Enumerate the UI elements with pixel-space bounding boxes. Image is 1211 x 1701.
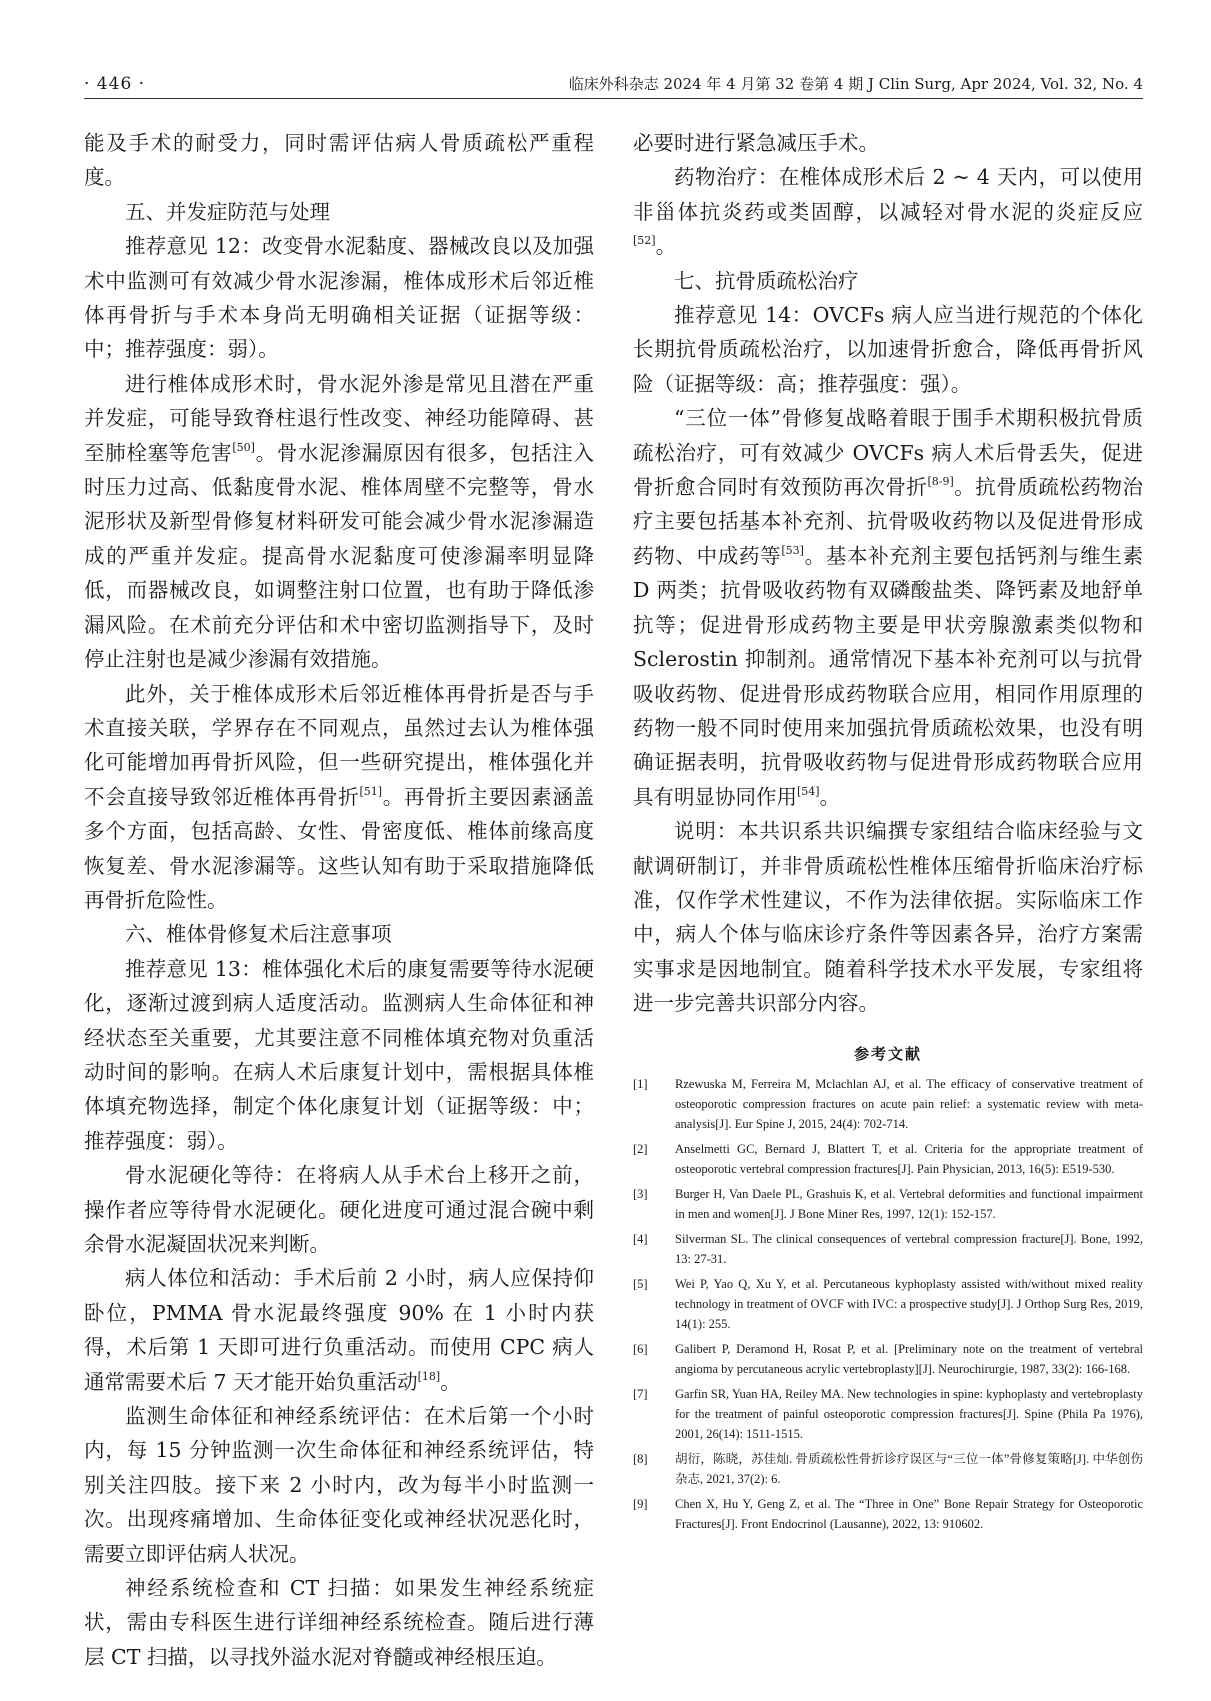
- reference-item: [633, 1139, 1143, 1179]
- paragraph: [633, 160, 1143, 263]
- left-column: [84, 126, 594, 1674]
- reference-number: [5]: [633, 1276, 648, 1291]
- paragraph: 必要时进行紧急减压手术。: [633, 131, 879, 155]
- paragraph: 骨水泥硬化等待：在将病人从手术台上移开之前，操作者应等待骨水泥硬化。硬化进度可通过混合碗中剩余骨水泥凝固状况来判断。: [84, 1163, 594, 1256]
- reference-text: Anselmetti GC, Bernard J, Blattert T, et al. Criteria for the appropriate treatment of osteoporotic vertebral compression fractures[J]. Pain Physician, 2013, 16(5): E519-530.: [675, 1141, 1143, 1176]
- reference-item: [633, 1384, 1143, 1444]
- text: “三位一体”骨修复战略着眼于围手术期积极抗骨质疏松治疗，可有效减少 OVCFs 病人术后骨丢失，促进骨折愈合同时有效预防再次骨折: [633, 406, 1143, 500]
- reference-text: Galibert P, Deramond H, Rosat P, et al. [Preliminary note on the treatment of vertebral angioma by percutaneous acrylic vertebroplasty][J]. Neurochirurgie, 1987, 33(2): 166-168.: [675, 1341, 1143, 1376]
- reference-number: [3]: [633, 1186, 648, 1201]
- citation: [54]: [797, 784, 820, 798]
- reference-item: [633, 1074, 1143, 1134]
- citation: [52]: [633, 234, 656, 248]
- reference-text: Burger H, Van Daele PL, Grashuis K, et al. Vertebral deformities and functional impairment in men and women[J]. J Bone Miner Res, 1997, 12(1): 152-157.: [675, 1186, 1143, 1221]
- reference-item: [633, 1274, 1143, 1334]
- section-heading-5: 五、并发症防范与处理: [125, 199, 330, 224]
- text: 。抗骨质疏松药物治疗主要包括基本补充剂、抗骨吸收药物以及促进骨形成药物、中成药等: [633, 475, 1144, 568]
- text: 进行椎体成形术时，骨水泥外渗是常见且潜在严重并发症，可能导致脊柱退行性改变、神经功能障碍、甚至肺栓塞等危害: [84, 371, 594, 465]
- citation: [50]: [232, 440, 255, 454]
- reference-text: Rzewuska M, Ferreira M, Mclachlan AJ, et al. The efficacy of conservative treatment of osteoporotic compression fractures on acute pain relief: a systematic review with meta-analysis[J]. Eur Spine J, 2015, 24(4): 702-714.: [675, 1076, 1143, 1131]
- reference-number: [6]: [633, 1341, 648, 1356]
- recommendation-14: 推荐意见 14：OVCFs 病人应当进行规范的个体化长期抗骨质疏松治疗，以加速骨折愈合，降低再骨折风险（证据等级：高；推荐强度：强）。: [633, 303, 1143, 396]
- citation: [8-9]: [927, 475, 954, 489]
- reference-item: [633, 1449, 1143, 1489]
- reference-text: Chen X, Hu Y, Geng Z, et al. The “Three in One” Bone Repair Strategy for Osteoporotic Fractures[J]. Front Endocrinol (Lausanne), 2022, 13: 910602.: [675, 1496, 1143, 1531]
- reference-number: [9]: [633, 1496, 648, 1511]
- reference-text: Silverman SL. The clinical consequences of vertebral compression fracture[J]. Bone, 1992, 13: 27-31.: [675, 1231, 1143, 1266]
- reference-number: [8]: [633, 1451, 648, 1466]
- reference-text: Wei P, Yao Q, Xu Y, et al. Percutaneous kyphoplasty assisted with/without mixed reality technology in treatment of OVCF with IVC: a prospective study[J]. J Orthop Surg Res, 2019, 14(1): 255.: [675, 1276, 1143, 1331]
- text: 。再骨折主要因素涵盖多个方面，包括高龄、女性、骨密度低、椎体前缘高度恢复差、骨水泥渗漏等。这些认知有助于采取措施降低再骨折危险性。: [84, 784, 595, 912]
- references-title: 参考文献: [853, 1044, 922, 1063]
- paragraph: [84, 367, 594, 677]
- reference-number: [2]: [633, 1141, 648, 1156]
- citation: [18]: [417, 1369, 441, 1383]
- citation: [51]: [359, 784, 383, 798]
- section-heading-7: 七、抗骨质疏松治疗: [674, 268, 859, 293]
- reference-text: 胡衍，陈晓，苏佳灿. 骨质疏松性骨折诊疗误区与“三位一体”骨修复策略[J]. 中华创伤杂志, 2021, 37(2): 6.: [675, 1451, 1143, 1486]
- text: 。: [440, 1369, 461, 1394]
- right-column: [633, 126, 1143, 1539]
- reference-item: [633, 1184, 1143, 1224]
- reference-number: [7]: [633, 1386, 648, 1401]
- text: 。: [819, 784, 841, 809]
- text: 。: [655, 234, 677, 259]
- page-header: [84, 68, 1143, 99]
- paragraph: [84, 677, 594, 918]
- text: 。骨水泥渗漏原因有很多，包括注入时压力过高、低黏度骨水泥、椎体周壁不完整等，骨水泥形状及新型骨修复材料研发可能会减少骨水泥渗漏造成的严重并发症。提高骨水泥黏度可使渗漏率明显降低，而器械改良，如调整注射口位置，也有助于降低渗漏风险。在术前充分评估和术中密切监测指导下，及时停止注射也是减少渗漏有效措施。: [84, 440, 595, 672]
- paragraph: [633, 401, 1143, 814]
- reference-list: [633, 1074, 1143, 1534]
- journal-citation: 临床外科杂志 2024 年 4 月第 32 卷第 4 期 J Clin Surg, Apr 2024, Vol. 32, No. 4: [568, 75, 1143, 93]
- paragraph: [84, 1261, 594, 1399]
- reference-text: Garfin SR, Yuan HA, Reiley MA. New technologies in spine: kyphoplasty and vertebroplasty for the treatment of painful osteoporotic compression fractures[J]. Spine (Phila Pa 1976), 2001, 26(14): 1511-1515.: [675, 1386, 1143, 1441]
- reference-item: [633, 1339, 1143, 1379]
- reference-number: [4]: [633, 1231, 648, 1246]
- note-paragraph: 说明：本共识系共识编撰专家组结合临床经验与文献调研制订，并非骨质疏松性椎体压缩骨折临床治疗标准，仅作学术性建议，不作为法律依据。实际临床工作中，病人个体与临床诊疗条件等因素各异，治疗方案需实事求是因地制宜。随着科学技术水平发展，专家组将进一步完善共识部分内容。: [633, 819, 1143, 1016]
- section-heading-6: 六、椎体骨修复术后注意事项: [125, 922, 392, 947]
- paragraph: 能及手术的耐受力，同时需评估病人骨质疏松严重程度。: [84, 131, 594, 190]
- reference-item: [633, 1229, 1143, 1269]
- reference-number: [1]: [633, 1076, 648, 1091]
- text: 此外，关于椎体成形术后邻近椎体再骨折是否与手术直接关联，学界存在不同观点，虽然过去认为椎体强化可能增加再骨折风险，但一些研究提出，椎体强化并不会直接导致邻近椎体再骨折: [84, 681, 594, 809]
- text: 。基本补充剂主要包括钙剂与维生素 D 两类；抗骨吸收药物有双磷酸盐类、降钙素及地舒单抗等；促进骨形成药物主要是甲状旁腺激素类似物和 Sclerostin 抑制剂。通常情况下基本补充剂可以与抗骨吸收药物、促进骨形成药物联合应用，相同作用原理的药物一般不同时使用来加强抗骨质疏松效果，也没有明确证据表明，抗骨吸收药物与促进骨形成药物联合应用具有明显协同作用: [633, 543, 1144, 809]
- reference-item: [633, 1494, 1143, 1534]
- paragraph: 监测生命体征和神经系统评估：在术后第一个小时内，每 15 分钟监测一次生命体征和神经系统评估，特别关注四肢。接下来 2 小时内，改为每半小时监测一次。出现疼痛增加、生命体征变化或神经状况恶化时，需要立即评估病人状况。: [84, 1404, 594, 1566]
- citation: [53]: [781, 543, 804, 557]
- text: 病人体位和活动：手术后前 2 小时，病人应保持仰卧位，PMMA 骨水泥最终强度 90% 在 1 小时内获得，术后第 1 天即可进行负重活动。而使用 CPC 病人通常需要术后 7 天才能开始负重活动: [84, 1266, 594, 1394]
- paragraph: 神经系统检查和 CT 扫描：如果发生神经系统症状，需由专科医生进行详细神经系统检查。随后进行薄层 CT 扫描，以寻找外溢水泥对脊髓或神经根压迫。: [84, 1576, 594, 1669]
- recommendation-12: 推荐意见 12：改变骨水泥黏度、器械改良以及加强术中监测可有效减少骨水泥渗漏，椎体成形术后邻近椎体再骨折与手术本身尚无明确相关证据（证据等级：中；推荐强度：弱）。: [84, 234, 594, 362]
- text: 药物治疗：在椎体成形术后 2 ~ 4 天内，可以使用非甾体抗炎药或类固醇，以减轻对骨水泥的炎症反应: [633, 165, 1143, 224]
- recommendation-13: 推荐意见 13：椎体强化术后的康复需要等待水泥硬化，逐渐过渡到病人适度活动。监测病人生命体征和神经状态至关重要，尤其要注意不同椎体填充物对负重活动时间的影响。在病人术后康复计划中，需根据具体椎体填充物选择，制定个体化康复计划（证据等级：中；推荐强度：弱）。: [84, 956, 594, 1153]
- page-number: · 446 ·: [84, 74, 146, 94]
